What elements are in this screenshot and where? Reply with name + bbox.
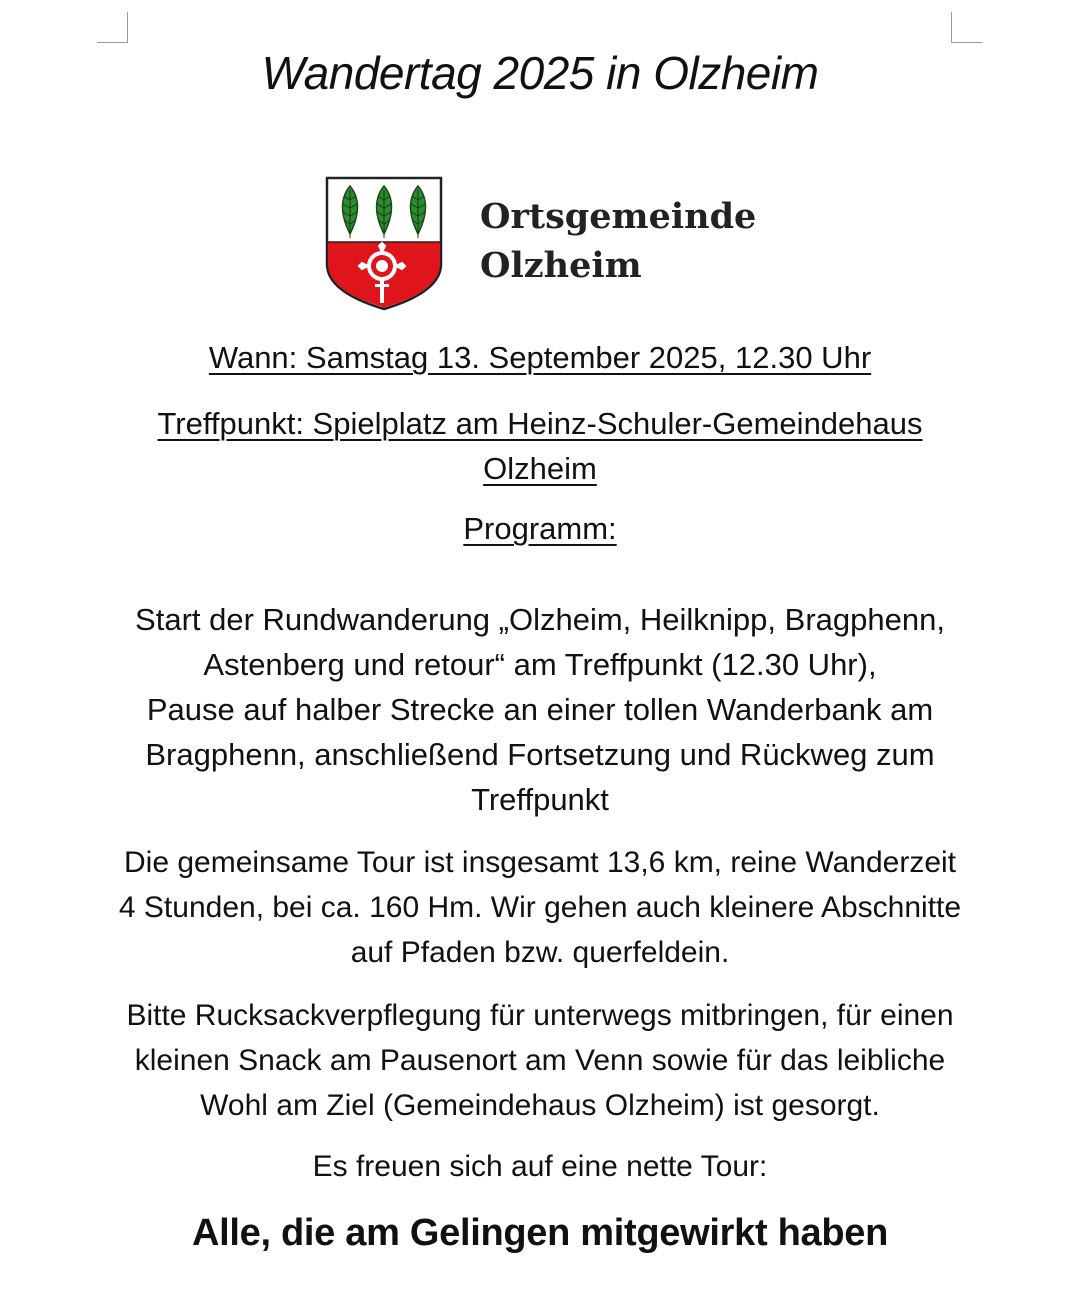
program-line: Astenberg und retour“ am Treffpunkt (12.30 Uhr), (203, 647, 877, 682)
meeting-point-line-2: Olzheim (483, 451, 597, 486)
page-corner-marker-left (97, 12, 128, 43)
program-line: Bragphenn, anschließend Fortsetzung und Rückweg zum (145, 737, 935, 772)
program-line: Pause auf halber Strecke an einer tollen Wanderbank am (146, 692, 934, 727)
catering-line: kleinen Snack am Pausenort am Venn sowie für das leibliche (134, 1044, 946, 1077)
tour-info-line: Die gemeinsame Tour ist insgesamt 13,6 km, reine Wanderzeit (123, 846, 957, 879)
page-title: Wandertag 2025 in Olzheim (261, 47, 819, 99)
invitation-text: Es freuen sich auf eine nette Tour: (312, 1150, 768, 1183)
event-date-text: Wann: Samstag 13. September 2025, 12.30 Uhr (208, 340, 872, 375)
tour-info-paragraph (0, 840, 1080, 975)
tour-info-line: auf Pfaden bzw. querfeldein. (350, 936, 730, 969)
organization-line-1: Ortsgemeinde (480, 196, 757, 237)
closing-signature: Alle, die am Gelingen mitgewirkt haben (192, 1212, 888, 1254)
coat-of-arms-icon (325, 176, 443, 311)
program-heading-text: Programm: (463, 511, 617, 546)
organization-line-2: Olzheim (480, 245, 642, 286)
catering-paragraph (0, 993, 1080, 1128)
catering-line: Wohl am Ziel (Gemeindehaus Olzheim) ist gesorgt. (200, 1089, 880, 1122)
meeting-point (0, 401, 1080, 491)
program-line: Start der Rundwanderung „Olzheim, Heilknipp, Bragphenn, (135, 602, 945, 637)
page-corner-marker-right (951, 12, 982, 43)
program-description (0, 597, 1080, 822)
meeting-point-line-1: Treffpunkt: Spielplatz am Heinz-Schuler-Gemeindehaus (157, 406, 923, 441)
event-date (0, 338, 1080, 378)
tour-info-line: 4 Stunden, bei ca. 160 Hm. Wir gehen auch kleinere Abschnitte (118, 891, 962, 924)
catering-line: Bitte Rucksackverpflegung für unterwegs mitbringen, für einen (126, 999, 954, 1032)
program-heading (0, 509, 1080, 549)
organization-name (480, 192, 756, 290)
program-line: Treffpunkt (471, 782, 609, 817)
